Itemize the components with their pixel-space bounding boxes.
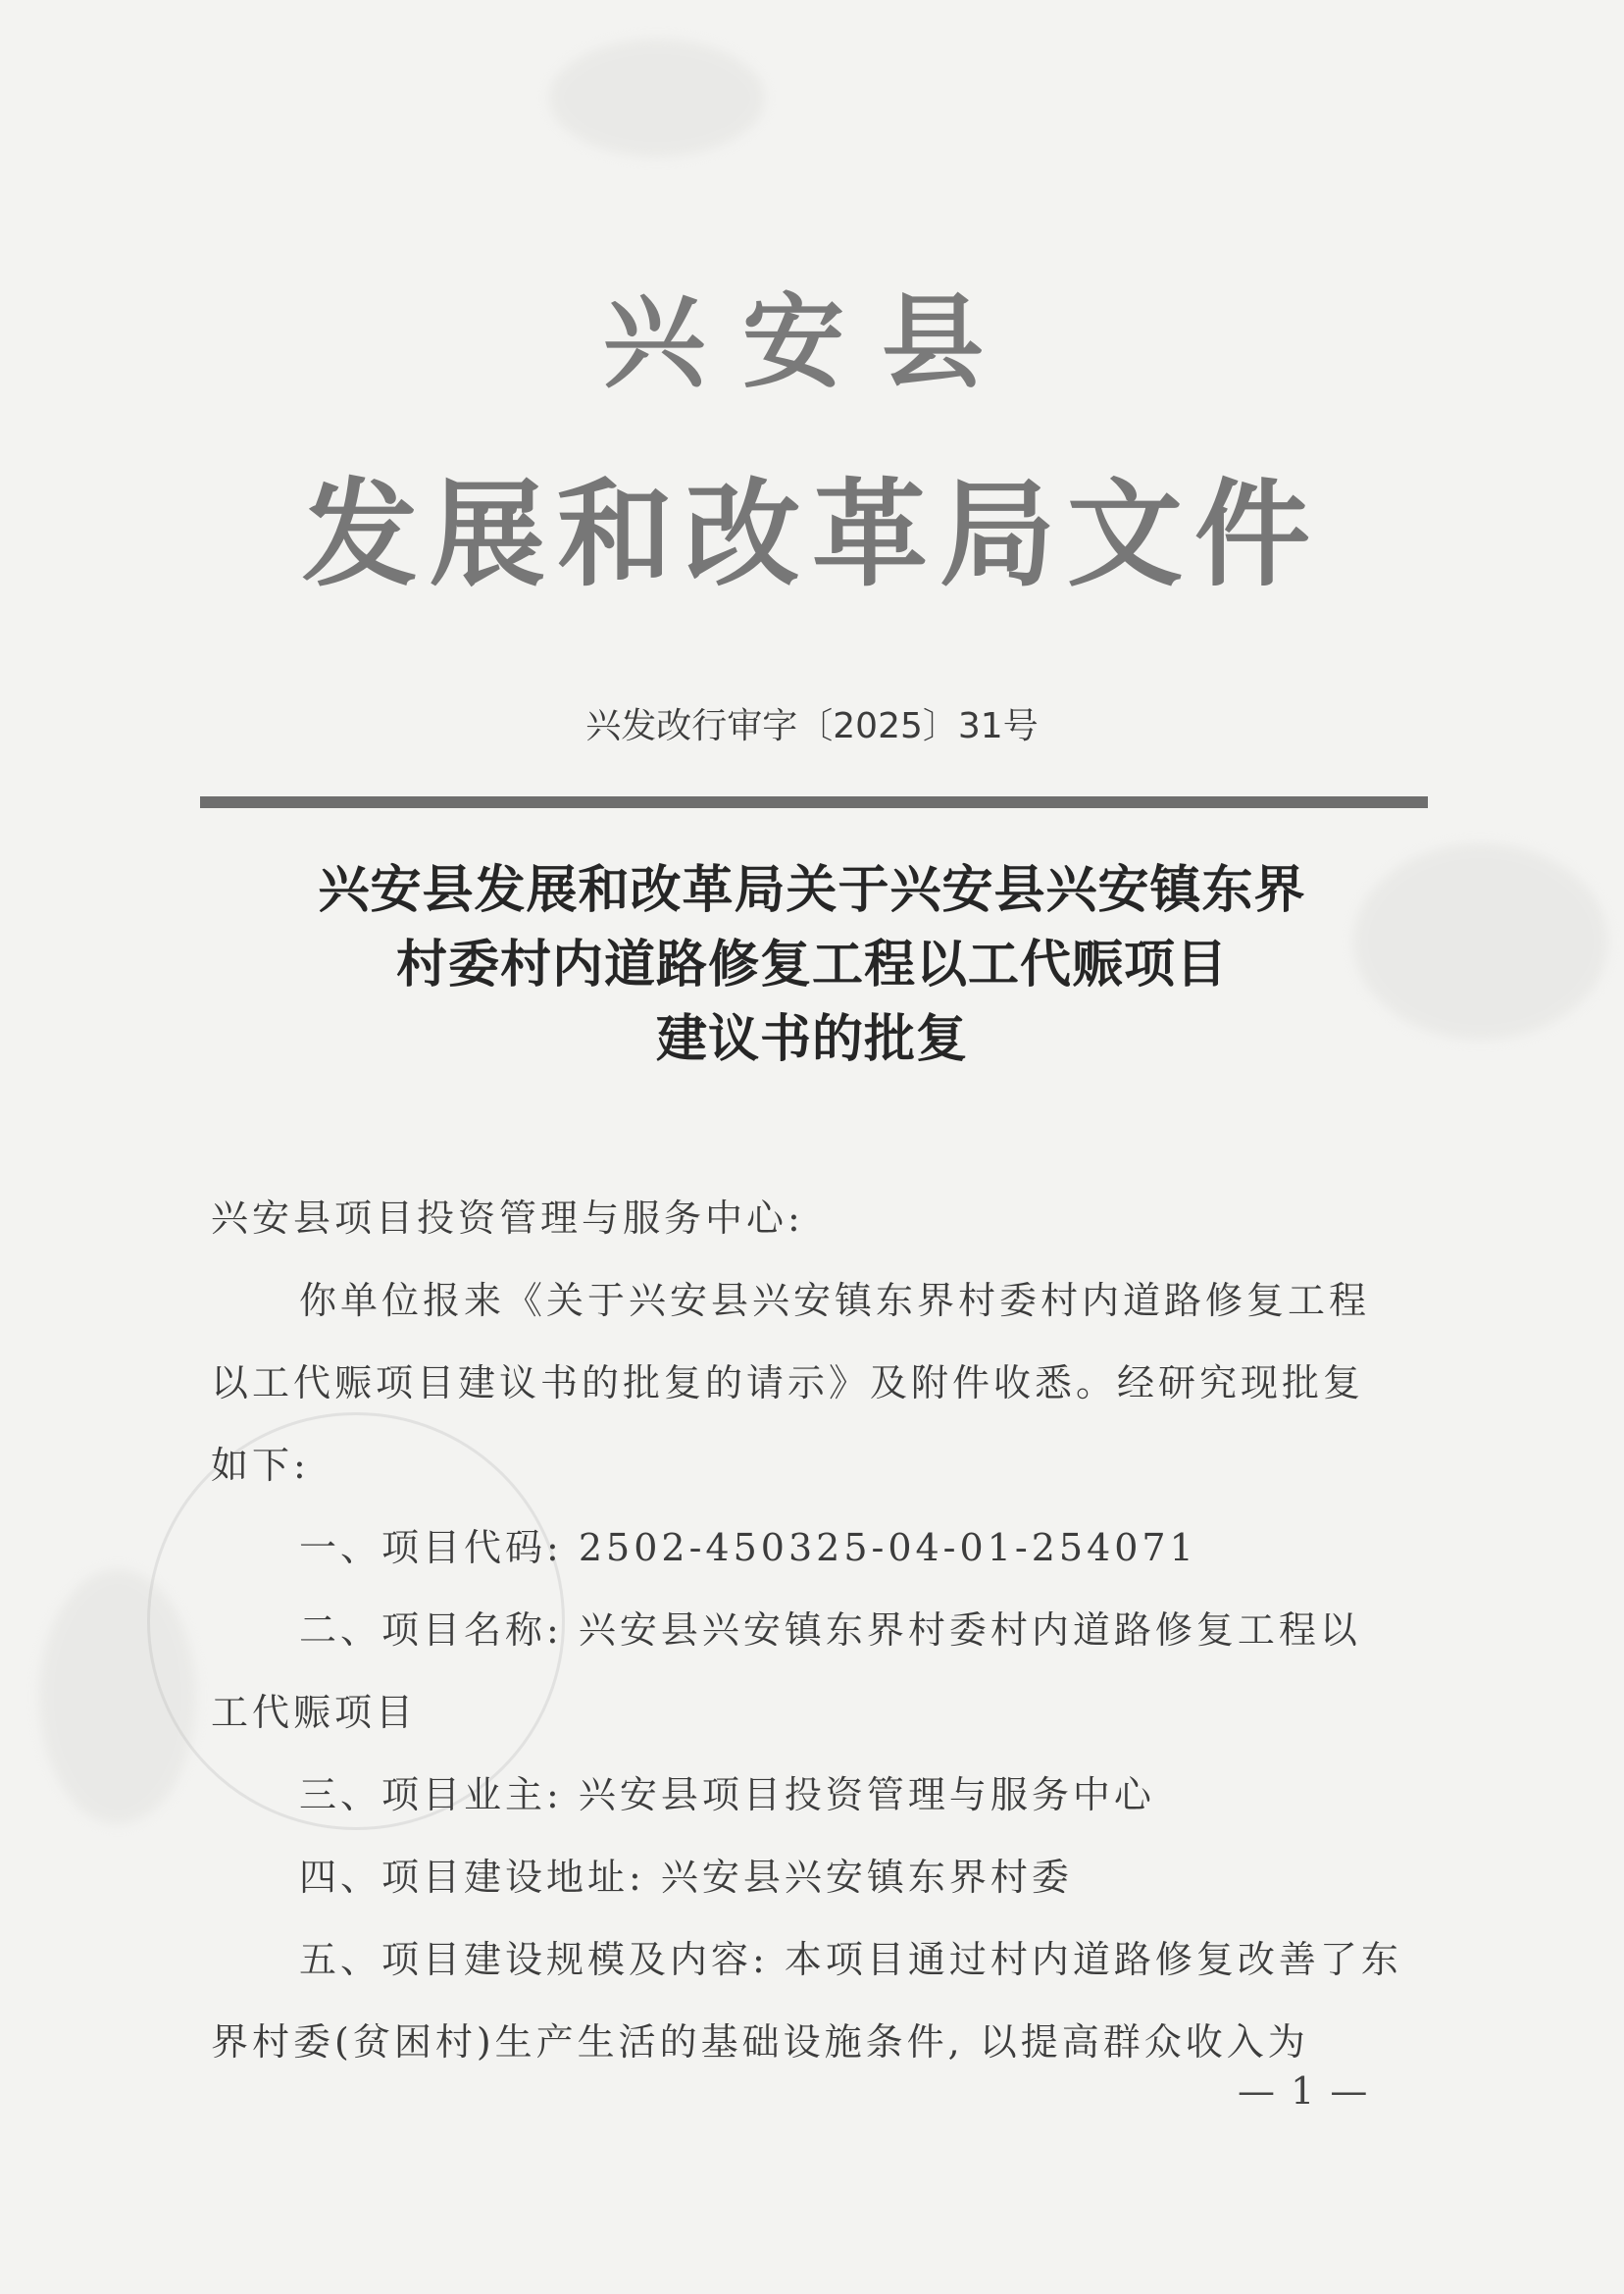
title-line: 建议书的批复: [655, 1009, 968, 1069]
document-body: [211, 1177, 1446, 2083]
addressee-line: 兴安县项目投资管理与服务中心:: [211, 1197, 804, 1240]
item-project-address: 四、项目建设地址: 兴安县兴安镇东界村委: [299, 1856, 1073, 1899]
body-line: 以工代赈项目建议书的批复的请示》及附件收悉。经研究现批复: [211, 1361, 1365, 1404]
item-project-name-cont: 工代赈项目: [211, 1691, 418, 1734]
document-number: 兴发改行审字〔2025〕31号: [585, 706, 1039, 746]
item-project-scope-cont: 界村委(贫困村)生产生活的基础设施条件, 以提高群众收入为: [211, 2020, 1309, 2064]
body-line: 如下:: [211, 1444, 310, 1487]
item-project-scope: 五、项目建设规模及内容: 本项目通过村内道路修复改善了东: [299, 1938, 1402, 1981]
body-line: 你单位报来《关于兴安县兴安镇东界村委村内道路修复工程: [299, 1279, 1371, 1322]
scan-smudge: [549, 39, 765, 157]
issuing-county: 兴安县: [602, 281, 1021, 402]
page-number: — 1 —: [1238, 2069, 1370, 2113]
title-line: 兴安县发展和改革局关于兴安县兴安镇东界: [318, 860, 1306, 920]
document-title: [0, 853, 1624, 1077]
header-divider-rule: [200, 796, 1428, 808]
item-project-code: 一、项目代码: 2502-450325-04-01-254071: [299, 1526, 1197, 1569]
title-line: 村委村内道路修复工程以工代赈项目: [395, 935, 1228, 994]
item-project-owner: 三、项目业主: 兴安县项目投资管理与服务中心: [299, 1773, 1155, 1816]
item-project-name: 二、项目名称: 兴安县兴安镇东界村委村内道路修复工程以: [299, 1608, 1361, 1652]
issuing-office-heading: 发展和改革局文件: [301, 466, 1322, 602]
